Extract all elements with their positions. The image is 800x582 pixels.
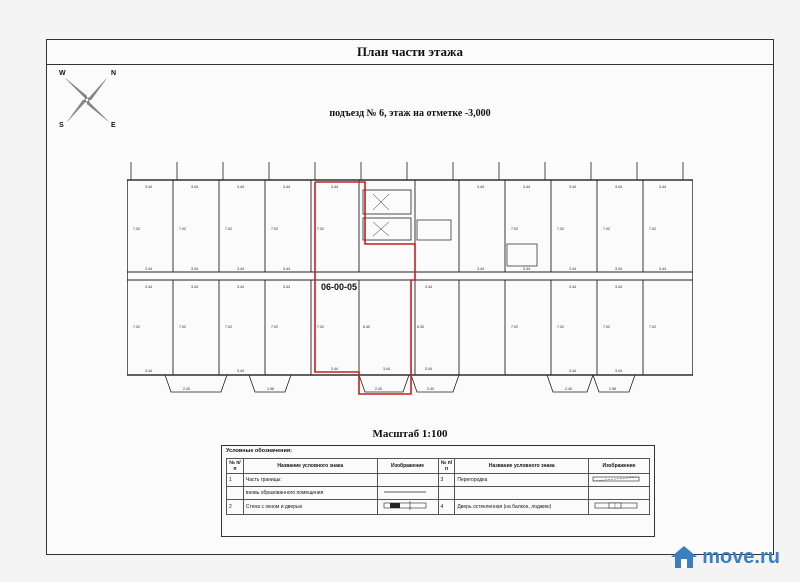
dim-label: 7.02 <box>603 325 610 329</box>
legend-box <box>221 445 655 537</box>
legend-image <box>377 474 438 487</box>
legend-num: 1 <box>227 474 244 487</box>
dim-label: 3.44 <box>383 367 390 371</box>
dim-label: 3.44 <box>523 267 530 271</box>
dim-label: 3.44 <box>615 267 622 271</box>
dim-label: 3.44 <box>477 267 484 271</box>
dim-label: 6.30 <box>363 325 370 329</box>
dim-label: 7.02 <box>317 227 324 231</box>
boundary-line-icon <box>380 489 430 495</box>
compass-star-icon <box>57 70 117 130</box>
scale-label: Масштаб 1:100 <box>372 428 448 440</box>
dim-label: 3.44 <box>615 285 622 289</box>
glazed-door-icon <box>591 501 641 511</box>
legend-name: Часть границы: <box>243 474 377 487</box>
dim-label: 7.02 <box>603 227 610 231</box>
dim-label: 3.44 <box>569 185 576 189</box>
dim-label: 3.44 <box>569 285 576 289</box>
dim-label: 3.44 <box>659 185 666 189</box>
legend-image <box>377 487 438 500</box>
partition-symbol-icon <box>591 476 641 482</box>
legend-name <box>455 487 589 500</box>
watermark-text: move.ru <box>702 545 780 568</box>
dim-label: 7.02 <box>649 325 656 329</box>
dim-label: 3.44 <box>283 267 290 271</box>
watermark <box>670 542 780 572</box>
legend-image <box>589 487 650 500</box>
dim-label: 1.96 <box>267 387 274 391</box>
dim-label: 3.44 <box>145 267 152 271</box>
dim-label: 7.02 <box>225 227 232 231</box>
dim-label: 7.02 <box>557 227 564 231</box>
legend-image <box>377 500 438 515</box>
legend-image <box>589 500 650 515</box>
dim-label: 3.44 <box>191 267 198 271</box>
dim-label: 3.44 <box>569 369 576 373</box>
legend-header-row <box>227 459 650 474</box>
legend-row <box>227 474 650 487</box>
floor-plan-sheet <box>46 39 774 555</box>
legend-name: Перегородка <box>455 474 589 487</box>
dim-label: 3.44 <box>145 285 152 289</box>
dim-label: 3.44 <box>331 367 338 371</box>
sheet-subtitle: подъезд № 6, этаж на отметке -3,000 <box>329 108 491 119</box>
legend-col-image-2: Изображение <box>589 459 650 474</box>
dim-label: 3.44 <box>237 369 244 373</box>
legend-num: 2 <box>227 500 244 515</box>
legend-image <box>589 474 650 487</box>
house-logo-icon <box>670 544 698 570</box>
legend-name: вновь образованного помещения <box>243 487 377 500</box>
dim-label: 3.44 <box>283 185 290 189</box>
legend-num: 3 <box>438 474 455 487</box>
unit-number-label: 06-00-05 <box>321 282 358 292</box>
dim-label: 1.96 <box>609 387 616 391</box>
dim-label: 6.30 <box>417 325 424 329</box>
legend-col-num: № п/п <box>227 459 244 474</box>
dim-label: 3.44 <box>145 369 152 373</box>
dim-label: 7.02 <box>133 227 140 231</box>
legend-num <box>227 487 244 500</box>
dim-label: 3.44 <box>477 185 484 189</box>
compass-n-label: N <box>111 70 117 77</box>
legend-num: 4 <box>438 500 455 515</box>
dim-label: 2.40 <box>427 387 434 391</box>
dim-label: 3.44 <box>145 185 152 189</box>
legend-title: Условные обозначения: <box>226 448 292 454</box>
sheet-title: План части этажа <box>47 40 773 65</box>
dim-label: 7.02 <box>557 325 564 329</box>
legend-num <box>438 487 455 500</box>
dim-label: 7.02 <box>649 227 656 231</box>
dim-label: 3.44 <box>191 285 198 289</box>
legend-col-name: Название условного знака <box>243 459 377 474</box>
legend-col-name-2: Название условного знака <box>455 459 589 474</box>
legend-col-num-2: № п/п <box>438 459 455 474</box>
floor-plan-svg <box>127 160 693 400</box>
dim-label: 3.44 <box>425 367 432 371</box>
dim-label: 2.40 <box>183 387 190 391</box>
dim-label: 3.44 <box>425 285 432 289</box>
legend-row <box>227 500 650 515</box>
legend-name: Стена с окном и дверью <box>243 500 377 515</box>
compass-s-label: S <box>59 122 64 129</box>
dim-label: 3.44 <box>569 267 576 271</box>
legend-table <box>226 458 650 515</box>
legend-name: Дверь остекленная (на балкон, лоджию) <box>455 500 589 515</box>
dim-label: 7.02 <box>271 227 278 231</box>
compass-e-label: E <box>111 122 116 129</box>
dim-label: 7.02 <box>179 227 186 231</box>
dim-label: 3.44 <box>237 185 244 189</box>
dim-label: 3.44 <box>191 185 198 189</box>
dim-label: 2.40 <box>375 387 382 391</box>
dim-label: 3.44 <box>615 185 622 189</box>
dim-label: 7.02 <box>225 325 232 329</box>
dim-label: 7.02 <box>317 325 324 329</box>
dim-label: 7.02 <box>511 325 518 329</box>
dim-label: 7.02 <box>511 227 518 231</box>
dim-label: 3.44 <box>523 185 530 189</box>
dim-label: 3.44 <box>615 369 622 373</box>
dim-label: 3.44 <box>237 285 244 289</box>
dim-label: 7.02 <box>179 325 186 329</box>
dim-label: 3.44 <box>283 285 290 289</box>
compass-rose <box>57 70 117 130</box>
wall-window-door-icon <box>380 501 430 511</box>
dim-label: 3.44 <box>659 267 666 271</box>
dim-label: 7.02 <box>271 325 278 329</box>
floor-plan-drawing <box>127 160 693 400</box>
legend-row <box>227 487 650 500</box>
dim-label: 7.02 <box>133 325 140 329</box>
legend-col-image: Изображение <box>377 459 438 474</box>
dim-label: 2.40 <box>565 387 572 391</box>
compass-w-label: W <box>59 70 66 77</box>
dim-label: 3.44 <box>237 267 244 271</box>
dim-label: 3.44 <box>331 185 338 189</box>
